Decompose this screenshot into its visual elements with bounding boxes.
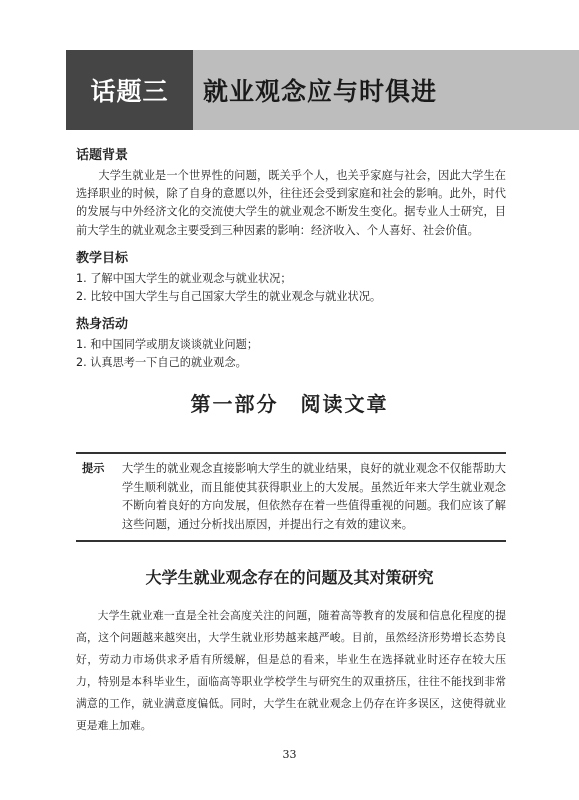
goal-item: 2. 比较中国大学生与自己国家大学生的就业观念与就业状况。 (76, 290, 382, 304)
goals-list (76, 270, 506, 306)
topic-title: 就业观念应与时俱进 (203, 77, 438, 106)
goal-item: 1. 了解中国大学生的就业观念与就业状况； (76, 271, 292, 285)
article-paragraph: 大学生就业难一直是全社会高度关注的问题，随着高等教育的发展和信息化程度的提高，这个问题越来越突出，大学生就业形势越来越严峻。目前，虽然经济形势增长态势良好，劳动力市场供求矛盾有所缓解，但是总的看来，毕业生在选择就业时还存在较大压力，特别是本科毕业生，面临高等职业学校学生与研究生的双重挤压，往往不能找到非常满意的工作，就业满意度偏低。同时，大学生在就业观念上仍存在许多误区，这使得就业更是难上加难。 (76, 609, 506, 732)
topic-banner (0, 50, 579, 130)
topic-number: 话题三 (90, 77, 169, 106)
article-title: 大学生就业观念存在的问题及其对策研究 (145, 568, 434, 587)
tip-box (76, 452, 506, 542)
tip-text: 大学生的就业观念直接影响大学生的就业结果，良好的就业观念不仅能帮助大学生顺利就业，而且能使其获得职业上的大发展。虽然近年来大学生就业观念不断向着良好的方向发展，但依然存在着一些值得重视的问题。我们应该了解这些问题，通过分析找出原因，并提出行之有效的建议来。 (122, 462, 506, 531)
warmup-item: 2. 认真思考一下自己的就业观念。 (76, 356, 247, 370)
warmup-heading: 热身活动 (76, 317, 129, 333)
background-text: 大学生就业是一个世界性的问题，既关乎个人，也关乎家庭与社会，因此大学生在选择职业的时候，除了自身的意愿以外，往往还会受到家庭和社会的影响。此外，时代的发展与中外经济文化的交流使大学生的就业观念不断发生变化。据专业人士研究，目前大学生的就业观念主要受到三种因素的影响：经济收入、个人喜好、社会价值。 (76, 169, 506, 237)
article-body (76, 605, 506, 737)
warmup-list (76, 336, 506, 372)
part-title: 第一部分 阅读文章 (190, 392, 389, 416)
goals-heading: 教学目标 (76, 250, 129, 266)
warmup-item: 1. 和中国同学或朋友谈谈就业问题； (76, 338, 259, 352)
background-heading: 话题背景 (76, 148, 129, 163)
page-number: 33 (282, 748, 297, 761)
intro-content (76, 147, 506, 373)
tip-label: 提示 (82, 462, 105, 475)
